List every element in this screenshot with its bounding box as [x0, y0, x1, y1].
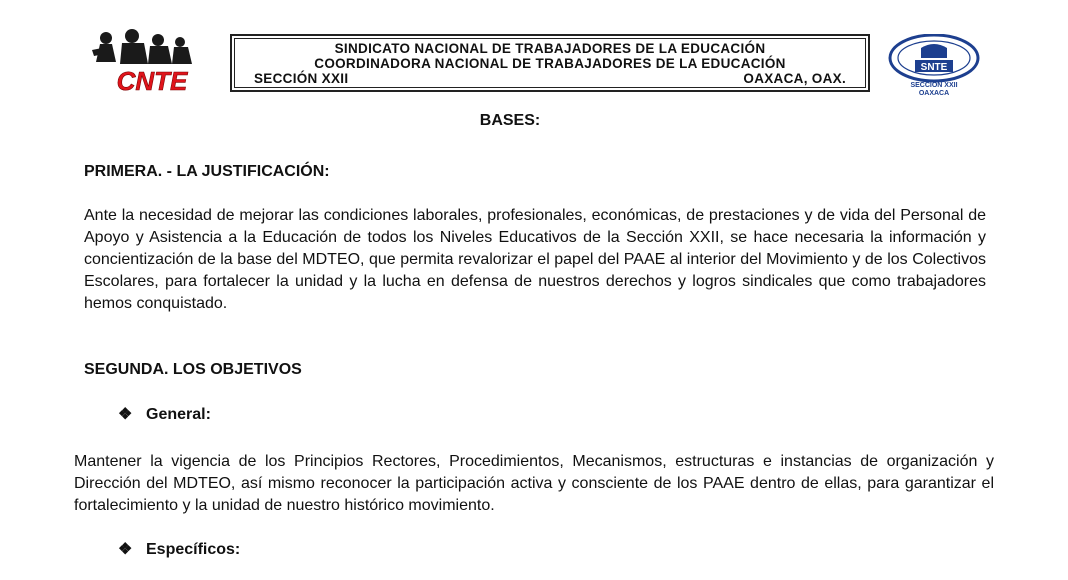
cnte-logo [92, 28, 212, 96]
diamond-bullet-icon: ❖ [118, 541, 133, 558]
section-1-paragraph: Ante la necesidad de mejorar las condiciones laborales, profesionales, económicas, de prestaciones y de vida del Personal de Apoyo y Asistencia a la Educación de todos los Niveles Educativos de la Sección XXII, se hace necesaria la información y concientización de la base del MDTEO, que permita revalorizar el papel del PAAE al interior del Movimiento y de los Colectivos Escolares, para fortalecer la unidad y la lucha en defensa de nuestros derechos y logros sindicales que como trabajadores hemos conquistado. [84, 207, 986, 312]
cnte-logo-text: CNTE [116, 66, 188, 96]
header-line-3 [254, 71, 846, 86]
general-label: General: [146, 406, 211, 423]
snte-logo-text: SNTE [920, 62, 948, 73]
header-location: OAXACA, OAX. [743, 71, 846, 86]
section-2-heading: SEGUNDA. LOS OBJETIVOS [84, 361, 302, 378]
header-section: SECCIÓN XXII [254, 71, 349, 86]
specific-bullet-item [118, 539, 240, 559]
header-box [230, 34, 870, 92]
document-title: BASES: [479, 112, 541, 129]
snte-logo-sub2: OAXACA [918, 90, 950, 96]
general-bullet-item [118, 404, 211, 424]
header-line-2: COORDINADORA NACIONAL DE TRABAJADORES DE LA EDUCACIÓN [314, 56, 786, 71]
header-line-1: SINDICATO NACIONAL DE TRABAJADORES DE LA EDUCACIÓN [334, 41, 766, 56]
section-1-heading: PRIMERA. - LA JUSTIFICACIÓN: [84, 163, 330, 180]
snte-logo [885, 34, 983, 96]
snte-logo-sub1: SECCION XXII [910, 82, 958, 89]
general-paragraph: Mantener la vigencia de los Principios Rectores, Procedimientos, Mecanismos, estructuras e instancias de organización y Dirección del MDTEO, así mismo reconocer la participación activa y consciente de los PAAE dentro de ellas, para garantizar el fortalecimiento y la unidad de nuestro histórico movimiento. [74, 453, 994, 514]
specific-label: Específicos: [146, 541, 241, 558]
diamond-bullet-icon: ❖ [118, 406, 133, 423]
